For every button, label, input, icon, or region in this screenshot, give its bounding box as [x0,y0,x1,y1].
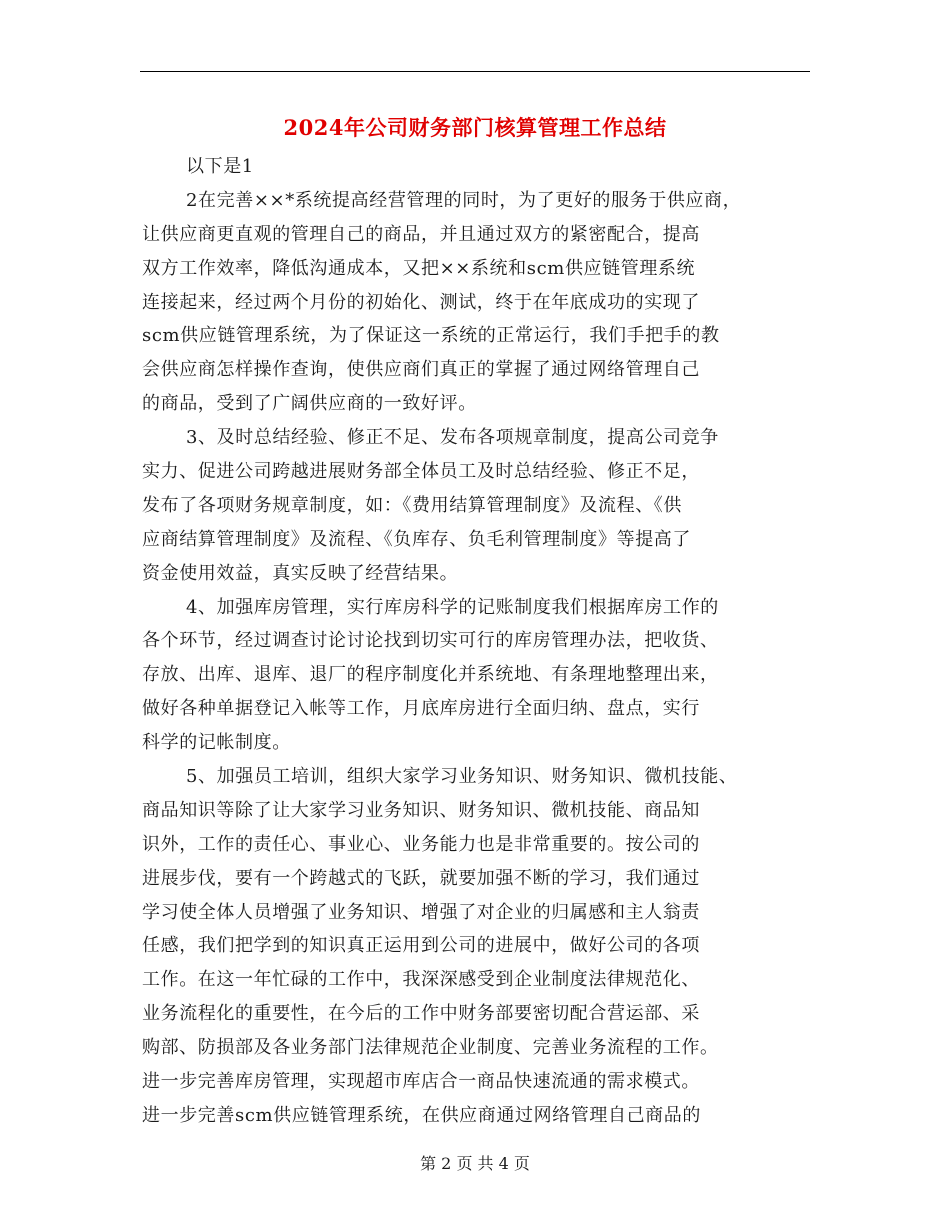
text-line: scm供应链管理系统，为了保证这一系统的正常运行，我们手把手的教 [142,325,720,347]
page-footer: 第 2 页 共 4 页 [420,1154,530,1173]
text-line: 发布了各项财务规章制度，如：《费用结算管理制度》及流程、《供 [142,494,682,516]
text-line: 进展步伐，要有一个跨越式的飞跃，就要加强不断的学习，我们通过 [142,867,700,889]
text-line: 以下是1 [186,156,254,177]
text-line: 双方工作效率，降低沟通成本，又把××系统和scm供应链管理系统 [142,257,696,279]
header-rule [140,71,810,72]
text-line: 做好各种单据登记入帐等工作，月底库房进行全面归纳、盘点，实行 [142,698,700,720]
text-line: 应商结算管理制度》及流程、《负库存、负毛利管理制度》等提高了 [142,528,691,550]
text-line: 各个环节，经过调查讨论讨论找到切实可行的库房管理办法，把收货、 [142,630,719,652]
text-line: 存放、出库、退库、退厂的程序制度化并系统地、有条理地整理出来， [142,664,719,686]
text-line: 3、及时总结经验、修正不足、发布各项规章制度，提高公司竞争 [186,427,719,449]
text-line: 购部、防损部及各业务部门法律规范企业制度、完善业务流程的工作。 [142,1037,719,1059]
text-line: 工作。在这一年忙碌的工作中，我深深感受到企业制度法律规范化、 [142,969,700,991]
text-line: 2在完善××*系统提高经营管理的同时，为了更好的服务于供应商， [186,189,742,211]
text-line: 科学的记帐制度。 [142,732,291,754]
text-line: 任感，我们把学到的知识真正运用到公司的进展中，做好公司的各项 [142,935,700,957]
text-line: 识外，工作的责任心、事业心、业务能力也是非常重要的。按公司的 [142,833,700,855]
text-line: 的商品，受到了广阔供应商的一致好评。 [142,393,477,415]
text-line: 会供应商怎样操作查询，使供应商们真正的掌握了通过网络管理自己 [142,359,700,381]
text-line: 资金使用效益，真实反映了经营结果。 [142,562,459,584]
text-line: 业务流程化的重要性，在今后的工作中财务部要密切配合营运部、采 [142,1003,700,1025]
text-line: 4、加强库房管理，实行库房科学的记账制度我们根据库房工作的 [186,596,719,618]
text-line: 让供应商更直观的管理自己的商品，并且通过双方的紧密配合，提高 [142,223,700,245]
document-title: 2024年公司财务部门核算管理工作总结 [283,115,667,140]
text-line: 进一步完善库房管理，实现超市库店合一商品快速流通的需求模式。 [142,1071,700,1093]
text-line: 5、加强员工培训，组织大家学习业务知识、财务知识、微机技能、 [186,766,738,788]
text-line: 商品知识等除了让大家学习业务知识、财务知识、微机技能、商品知 [142,799,700,821]
text-line: 进一步完善scm供应链管理系统，在供应商通过网络管理自己商品的 [142,1104,701,1126]
document-body [142,150,812,1133]
text-line: 学习使全体人员增强了业务知识、增强了对企业的归属感和主人翁责 [142,901,700,923]
text-line: 实力、促进公司跨越进展财务部全体员工及时总结经验、修正不足， [142,461,700,483]
text-line: 连接起来，经过两个月份的初始化、测试，终于在年底成功的实现了 [142,291,700,313]
